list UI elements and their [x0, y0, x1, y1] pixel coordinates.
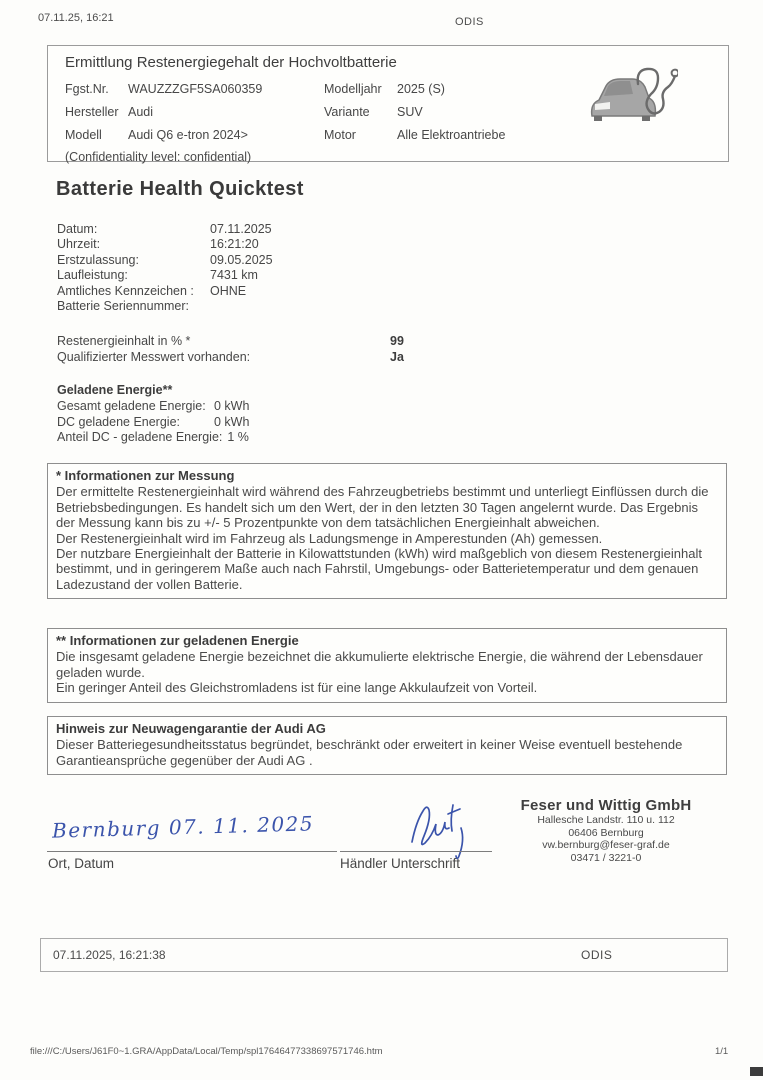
- report-title: Batterie Health Quicktest: [56, 178, 304, 200]
- charged-row: [57, 415, 249, 430]
- field-value: WAUZZZGF5SA060359: [128, 82, 263, 96]
- bottom-app-name: ODIS: [581, 948, 613, 962]
- field-label: Motor: [324, 128, 356, 142]
- bottom-datetime: 07.11.2025, 16:21:38: [53, 948, 166, 962]
- detail-row: [57, 284, 273, 299]
- field-label: Modell: [65, 128, 102, 142]
- charged-value: 0 kWh: [214, 399, 250, 414]
- info-box-heading: * Informationen zur Messung: [56, 468, 235, 483]
- dealer-name: Feser und Wittig GmbH: [520, 797, 692, 814]
- footer-page-number: 1/1: [715, 1046, 729, 1057]
- field-label: Modelljahr: [324, 82, 382, 96]
- detail-label: Datum:: [57, 222, 98, 236]
- result-row: [57, 350, 404, 366]
- result-value: 99: [390, 334, 404, 348]
- scan-corner-artifact: [750, 1067, 763, 1076]
- charged-energy-heading: Geladene Energie**: [57, 383, 173, 397]
- charged-energy-section: [57, 383, 249, 446]
- result-value: Ja: [390, 349, 404, 364]
- dealer-city: 06406 Bernburg: [568, 826, 644, 839]
- signature-line-ort: [47, 851, 337, 852]
- dealer-street: Hallesche Landstr. 110 u. 112: [537, 814, 675, 826]
- charged-row: [57, 430, 249, 445]
- ort-datum-label: Ort, Datum: [48, 856, 115, 871]
- charged-row: [57, 399, 249, 414]
- info-box-paragraph: Der Restenergieinhalt wird im Fahrzeug als Ladungsmenge in Amperestunden (Ah) gemessen.: [56, 530, 603, 546]
- info-box-messung: [47, 463, 727, 599]
- field-value: Audi Q6 e-tron 2024>: [128, 128, 248, 142]
- charged-value: 1 %: [227, 430, 249, 445]
- charged-label: Anteil DC - geladene Energie:: [57, 430, 223, 445]
- field-label: Hersteller: [65, 105, 119, 119]
- info-box-paragraph: Ein geringer Anteil des Gleichstromladens ist für eine lange Akkulaufzeit von Vorteil.: [56, 680, 538, 696]
- info-box-paragraph: Der ermittelte Restenergieinhalt wird während des Fahrzeugbetriebs bestimmt und unterliegt Einflüssen durch die Betriebsbedingungen. Es handelt sich um den Wert, der in den letzten 30 Tagen angelernt wurde. Das Ergebnis der Messung kann bis zu +/- 5 Prozentpunkte von dem tatsächlichen Energieinhalt abweichen.: [56, 484, 709, 531]
- result-label: Qualifizierter Messwert vorhanden:: [57, 349, 251, 364]
- detail-label: Amtliches Kennzeichen :: [57, 283, 194, 298]
- print-header-datetime: 07.11.25, 16:21: [38, 12, 114, 24]
- detail-value: 16:21:20: [210, 237, 259, 252]
- dealer-phone: 03471 / 3221-0: [570, 851, 642, 864]
- vehicle-box-title: Ermittlung Restenergiegehalt der Hochvoltbatterie: [65, 54, 397, 71]
- detail-label: Laufleistung:: [57, 268, 128, 283]
- detail-value: 7431 km: [210, 268, 258, 283]
- info-box-heading: Hinweis zur Neuwagengarantie der Audi AG: [56, 721, 326, 736]
- field-value: 2025 (S): [397, 82, 445, 96]
- print-header-app: ODIS: [455, 16, 484, 28]
- field-label: Variante: [324, 105, 370, 119]
- detail-value: 09.05.2025: [210, 252, 273, 267]
- haendler-unterschrift-label: Händler Unterschrift: [340, 856, 461, 871]
- charged-label: Gesamt geladene Energie:: [57, 399, 206, 414]
- info-box-paragraph: Der nutzbare Energieinhalt der Batterie in Kilowattstunden (kWh) wird maßgeblich von diesem Restenergieinhalt bestimmt, und in geringerem Maße auch nach Fahrstil, Umgebungs- oder Batterietemperatur und dem genauen Ladezustand der vollen Batterie.: [56, 546, 702, 592]
- detail-row: [57, 253, 273, 268]
- handwritten-city-date: Bernburg 07. 11. 2025: [51, 811, 315, 843]
- dealer-email: vw.bernburg@feser-graf.de: [542, 839, 670, 851]
- info-box-geladene-energie: [47, 628, 727, 703]
- confidentiality-note: (Confidentiality level: confidential): [65, 150, 252, 164]
- result-label: Restenergieinhalt in % *: [57, 334, 191, 348]
- car-stethoscope-icon: [586, 64, 678, 130]
- dealer-stamp: [497, 797, 715, 864]
- vehicle-info-box: [47, 45, 729, 162]
- field-value: SUV: [397, 105, 423, 119]
- footer-file-path: file:///C:/Users/J61F0~1.GRA/AppData/Local/Temp/spl17646477338697571746.htm: [30, 1046, 383, 1057]
- info-box-paragraph: Dieser Batteriegesundheitsstatus begründet, beschränkt oder erweitert in keiner Weise eventuell bestehende Garantieansprüche gegenüber der Audi AG .: [56, 737, 683, 768]
- field-value: Alle Elektroantriebe: [397, 128, 506, 142]
- info-box-heading: ** Informationen zur geladenen Energie: [56, 633, 299, 648]
- report-results: [57, 334, 404, 365]
- report-details: [57, 222, 273, 314]
- info-box-paragraph: Die insgesamt geladene Energie bezeichnet die akkumulierte elektrische Energie, die während der Lebensdauer geladen wurde.: [56, 649, 703, 680]
- info-box-garantie: [47, 716, 727, 775]
- detail-row: [57, 299, 273, 314]
- detail-label: Uhrzeit:: [57, 237, 101, 252]
- detail-row: [57, 268, 273, 283]
- result-row: [57, 334, 404, 350]
- field-label: Fgst.Nr.: [65, 82, 109, 96]
- bottom-status-box: [40, 938, 728, 972]
- detail-value: OHNE: [210, 283, 247, 298]
- field-value: Audi: [128, 105, 154, 119]
- detail-label: Batterie Seriennummer:: [57, 299, 190, 314]
- charged-value: 0 kWh: [214, 414, 250, 429]
- detail-row: [57, 237, 273, 252]
- vehicle-fields: [65, 82, 625, 142]
- detail-value: 07.11.2025: [210, 222, 272, 236]
- detail-row: [57, 222, 273, 237]
- signature-line-haendler: [340, 851, 492, 852]
- detail-label: Erstzulassung:: [57, 252, 139, 267]
- charged-label: DC geladene Energie:: [57, 414, 180, 429]
